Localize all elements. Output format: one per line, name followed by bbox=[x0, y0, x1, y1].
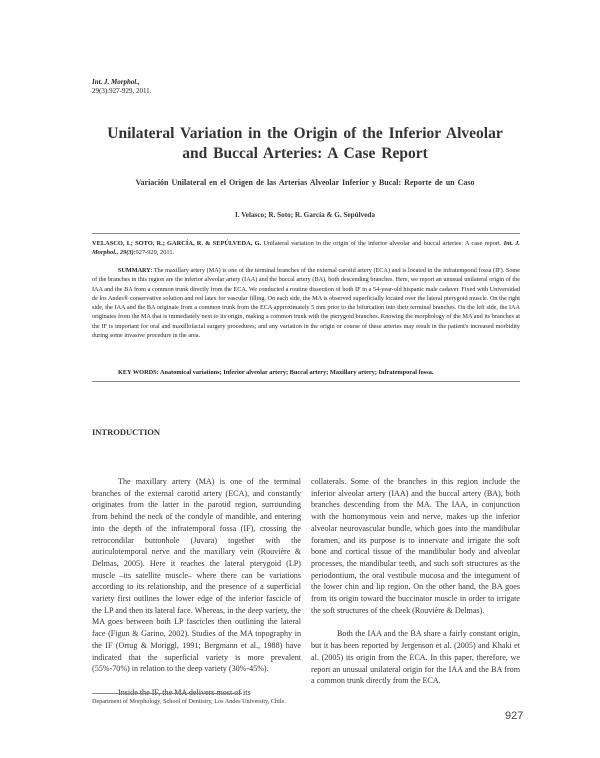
page-number: 927 bbox=[505, 710, 524, 722]
title-line-1: Unilateral Variation in the Origin of the Inferior Alveolar bbox=[107, 125, 503, 142]
citation-pages: :927-929, 2011. bbox=[133, 249, 175, 256]
journal-header bbox=[92, 78, 151, 96]
summary-label: SUMMARY: bbox=[118, 267, 153, 274]
bottom-divider bbox=[92, 381, 520, 382]
summary-paragraph bbox=[92, 266, 520, 340]
title-line-2: and Buccal Arteries: A Case Report bbox=[182, 145, 428, 162]
right-column bbox=[311, 476, 520, 687]
left-paragraph-2: Inside the IF, the MA delivers most of its bbox=[118, 687, 251, 697]
author-list: I. Velasco; R. Soto; R. García & G. Sepúlveda bbox=[234, 211, 376, 219]
keywords: KEY WORDS: Anatomical variations; Inferior alveolar artery; Buccal artery; Maxillary artery; Infratemporal fossa. bbox=[118, 369, 434, 376]
article-title bbox=[80, 124, 530, 164]
footnote-divider bbox=[92, 693, 242, 694]
citation bbox=[92, 239, 520, 257]
left-column bbox=[92, 476, 301, 699]
citation-text: Unilateral variation in the origin of the inferior alveolar and buccal arteries: A case report. bbox=[261, 240, 504, 247]
journal-name: Int. J. Morphol., bbox=[92, 78, 140, 86]
affiliation-footnote: Department of Morphology, School of Dentistry, Los Andes University, Chile. bbox=[92, 698, 286, 705]
left-paragraph-1: The maxillary artery (MA) is one of the terminal branches of the external carotid artery (ECA), and constantly originates from the latter in the parotid region, surrounding from behind the neck of the condyle of mandible, and entering into the depth of the infratemporal fossa (IF), crossing the retrocondilar buttonhole (Juvara) together with the auriculotemporal nerve and the maxillary vein (Rouvière & Delmas, 2005). Here it reaches the lateral pterygoid (LP) muscle –its satellite muscle– where there can be variations according to its relationship, and the presence of a superficial variety first outlines the lower edge of the inferior fascicle of the LP and then its lateral face. Whereas, in the deep variety, the MA goes between both LP fascicles then outlining the lateral face (Figun & Garino, 2002). Studies of the MA topography in the IF (Ortug & Moriggl, 1991; Bergmann et al., 1988) have indicated that the superficial variety is more prevalent (55%-70%) in relation to the deep variety (30%-45%). bbox=[92, 477, 301, 674]
spanish-title: Variación Unilateral en el Origen de las Arterias Alveolar Inferior y Bucal: Reporte de un Caso bbox=[135, 178, 475, 187]
section-heading-introduction: INTRODUCTION bbox=[92, 427, 161, 437]
journal-reference: 29(3):927-929, 2011. bbox=[92, 87, 152, 95]
top-divider bbox=[92, 233, 520, 234]
summary-text: The maxillary artery (MA) is one of the terminal branches of the external carotid artery (ECA) and is located in the infratemporal fossa (IF). Some of the branches in this region are the inferior alveolar artery (IAA) and the buccal artery (BA), both descending branches. Here, we report an unusual unilateral origin of the IAA and the BA from a common trunk directly from the ECA. We conducted a routine dissection of both IF in a 54-year-old hispanic male cadaver. Fixed with Universidad de los Andes® conservative solution and red latex for vascular filling. On each side, the MA is observed superficially located over the lateral pterygoid muscle. On the right side, the IAA and the BA originate from a common trunk from the ECA approximately 5 mm prior to the bifurcation into their terminal branches. On the left side, the IAA originates from the MA that is immediately next to its origin, making a common trunk with the pterygoid branches. Knowing the morphology of the MA and its branches at the IF is important for oral and maxillofacial surgery procedures; and any variation in the origin or course of these arteries may result in the patient's increased morbidity during some invasive procedure in the area. bbox=[92, 267, 520, 340]
citation-journal: Int. J. Morphol., 29(3) bbox=[92, 240, 520, 256]
citation-authors: VELASCO, I.; SOTO, R.; GARCÍA, R. & SEPÚLVEDA, G. bbox=[92, 240, 262, 247]
right-paragraph-1: collaterals. Some of the branches in this region include the inferior alveolar artery (IAA) and the buccal artery (BA), both branches descending from the MA. The IAA, in conjunction with the homonymous vein and nerve, makes up the inferior alveolar neurovascular bundle, which goes into the mandibular foramen, and its purpose is to innervate and irrigate the soft bone and cortical tissue of the mandibular body and alveolar processes, the mandibular teeth, and such soft structures as the periodontium, the oral vestibule mucosa and the integument of the lower chin and lip region. On the other hand, the BA goes from its origin toward the buccinator muscle in order to irrigate the soft structures of the cheek (Rouvière & Delmas). bbox=[311, 477, 520, 615]
right-paragraph-2: Both the IAA and the BA share a fairly constant origin, but it has been reported by Jergenson et al. (2005) and Khaki et al. (2005) its origin from the ECA. In this paper, therefore, we report an unusual unilateral origin for the IAA and the BA from a common trunk directly from the ECA. bbox=[311, 629, 520, 686]
